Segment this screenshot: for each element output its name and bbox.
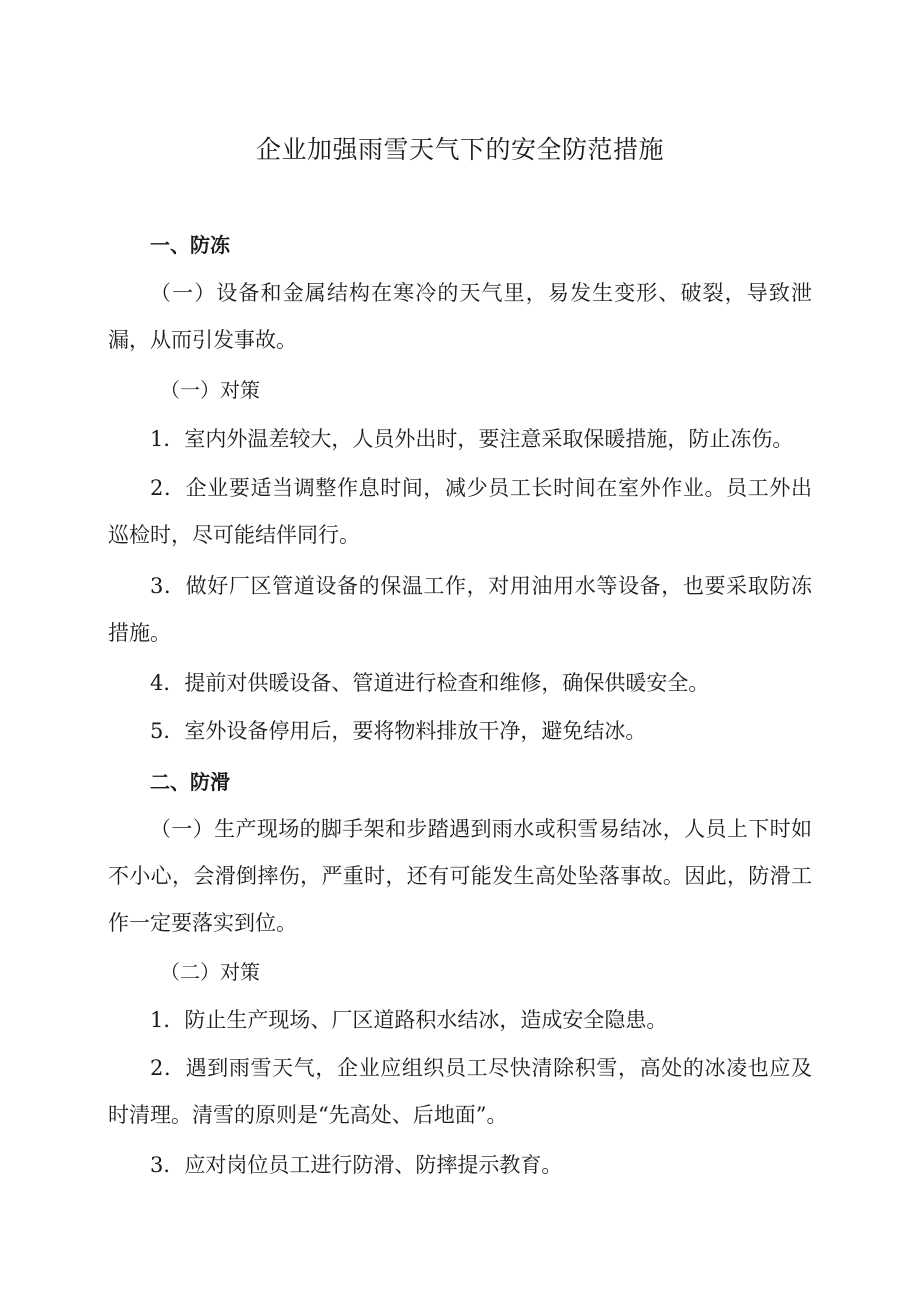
list-item: 3．做好厂区管道设备的保温工作，对用油用水等设备，也要采取防冻措施。 (108, 574, 812, 645)
section2-item-2 (108, 1045, 812, 1139)
paragraph: （一）生产现场的脚手架和步踏遇到雨水或积雪易结冰，人员上下时如不小心，会滑倒摔伤，严重时，还有可能发生高处坠落事故。因此，防滑工作一定要落实到位。 (108, 817, 812, 935)
sub-heading-countermeasures-2: （二）对策 (160, 960, 260, 984)
section1-item-3 (108, 563, 812, 657)
section-heading-antislip: 二、防滑 (150, 770, 230, 794)
section1-item-1 (108, 416, 812, 463)
section1-item-4 (108, 660, 812, 707)
section2-item-1 (108, 997, 812, 1044)
list-item: 3．应对岗位员工进行防滑、防摔提示教育。 (150, 1153, 563, 1177)
paragraph: （一）设备和金属结构在寒冷的天气里，易发生变形、破裂，导致泄漏，从而引发事故。 (108, 281, 812, 352)
section1-intro (108, 270, 812, 364)
list-item: 2．遇到雨雪天气，企业应组织员工尽快清除积雪，高处的冰凌也应及时清理。清雪的原则是“先高处、后地面”。 (108, 1056, 812, 1127)
section1-item-5 (108, 708, 812, 755)
list-item: 4．提前对供暖设备、管道进行检查和维修，确保供暖安全。 (150, 671, 710, 695)
list-item: 2．企业要适当调整作息时间，减少员工长时间在室外作业。员工外出巡检时，尽可能结伴同行。 (108, 476, 812, 547)
section2-intro (108, 806, 812, 947)
list-item: 1．防止生产现场、厂区道路积水结冰，造成安全隐患。 (150, 1008, 668, 1032)
section2-item-3 (108, 1142, 812, 1189)
section-heading-antifreeze: 一、防冻 (150, 233, 230, 257)
sub-heading-countermeasures-1: （一）对策 (160, 378, 260, 402)
document-title: 企业加强雨雪天气下的安全防范措施 (255, 135, 664, 164)
list-item: 1．室内外温差较大，人员外出时，要注意采取保暖措施，防止冻伤。 (150, 427, 794, 451)
list-item: 5．室外设备停用后，要将物料排放干净，避免结冰。 (150, 719, 647, 743)
section1-item-2 (108, 465, 812, 559)
